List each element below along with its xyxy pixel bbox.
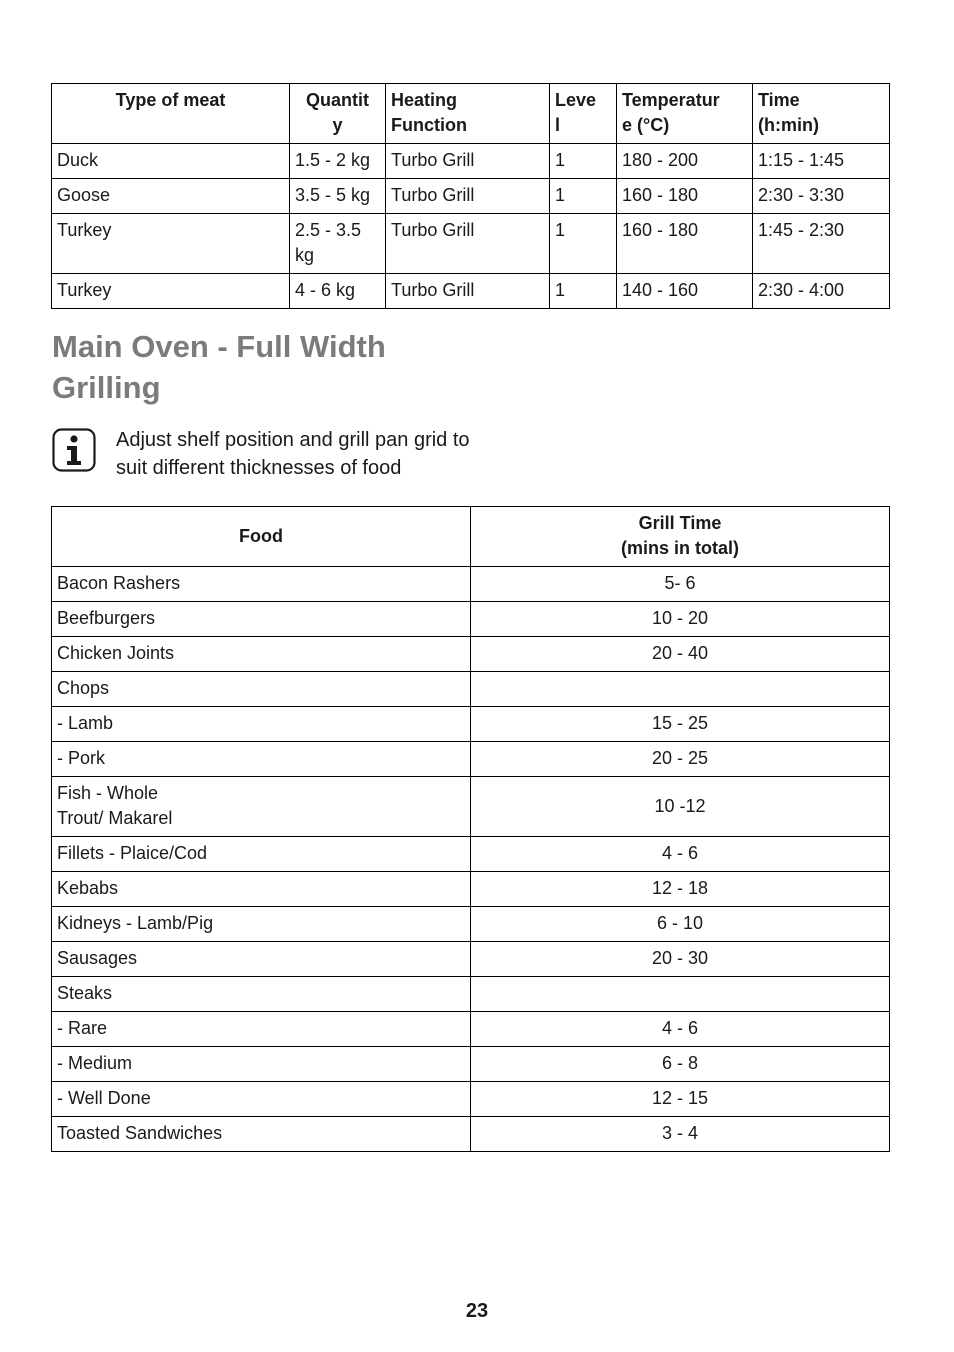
food-cell: Chicken Joints bbox=[52, 637, 471, 672]
level-cell: 1 bbox=[550, 214, 617, 274]
header-heating-function: Heating Function bbox=[386, 84, 550, 144]
table-row bbox=[52, 179, 890, 214]
temperature-cell: 140 - 160 bbox=[617, 274, 753, 309]
table-row bbox=[52, 214, 890, 274]
food-cell: Beefburgers bbox=[52, 602, 471, 637]
level-cell: 1 bbox=[550, 274, 617, 309]
table-row bbox=[52, 567, 890, 602]
table-row bbox=[52, 274, 890, 309]
grill-time-cell: 4 - 6 bbox=[471, 1012, 890, 1047]
info-text: Adjust shelf position and grill pan grid to suit different thicknesses of food bbox=[116, 429, 470, 479]
table-header-row bbox=[52, 507, 890, 567]
function-cell: Turbo Grill bbox=[386, 274, 550, 309]
function-cell: Turbo Grill bbox=[386, 144, 550, 179]
grill-time-cell: 12 - 15 bbox=[471, 1082, 890, 1117]
grill-time-cell: 6 - 10 bbox=[471, 907, 890, 942]
table-row bbox=[52, 1117, 890, 1152]
header-level: Leve l bbox=[550, 84, 617, 144]
header-temperature: Temperatur e (°C) bbox=[617, 84, 753, 144]
table-row bbox=[52, 872, 890, 907]
table-row bbox=[52, 1047, 890, 1082]
quantity-cell: 4 - 6 kg bbox=[290, 274, 386, 309]
food-cell: - Medium bbox=[52, 1047, 471, 1082]
table-row bbox=[52, 144, 890, 179]
food-cell: Sausages bbox=[52, 942, 471, 977]
food-cell: Bacon Rashers bbox=[52, 567, 471, 602]
meat-cooking-table bbox=[51, 83, 890, 309]
table-row bbox=[52, 977, 890, 1012]
quantity-cell: 1.5 - 2 kg bbox=[290, 144, 386, 179]
food-cell: Kebabs bbox=[52, 872, 471, 907]
food-cell: Fish - Whole Trout/ Makarel bbox=[52, 777, 471, 837]
grill-time-cell: 3 - 4 bbox=[471, 1117, 890, 1152]
meat-cell: Duck bbox=[52, 144, 290, 179]
meat-cell: Turkey bbox=[52, 214, 290, 274]
temperature-cell: 180 - 200 bbox=[617, 144, 753, 179]
table-row bbox=[52, 742, 890, 777]
table-row bbox=[52, 1012, 890, 1047]
function-cell: Turbo Grill bbox=[386, 179, 550, 214]
grill-time-cell: 5- 6 bbox=[471, 567, 890, 602]
grill-time-cell: 6 - 8 bbox=[471, 1047, 890, 1082]
table-row bbox=[52, 637, 890, 672]
time-cell: 2:30 - 3:30 bbox=[753, 179, 890, 214]
table-row bbox=[52, 707, 890, 742]
grill-time-cell bbox=[471, 672, 890, 707]
quantity-cell: 3.5 - 5 kg bbox=[290, 179, 386, 214]
header-quantity: Quantit y bbox=[290, 84, 386, 144]
page-number: 23 bbox=[465, 1300, 489, 1322]
food-cell: Fillets - Plaice/Cod bbox=[52, 837, 471, 872]
grill-time-cell: 15 - 25 bbox=[471, 707, 890, 742]
header-food: Food bbox=[52, 507, 471, 567]
function-cell: Turbo Grill bbox=[386, 214, 550, 274]
table-row bbox=[52, 907, 890, 942]
grill-time-cell: 10 -12 bbox=[471, 777, 890, 837]
section-title: Main Oven - Full Width Grilling bbox=[52, 329, 386, 405]
temperature-cell: 160 - 180 bbox=[617, 214, 753, 274]
meat-cell: Goose bbox=[52, 179, 290, 214]
table-row bbox=[52, 672, 890, 707]
info-icon bbox=[52, 428, 96, 472]
grill-time-cell: 20 - 40 bbox=[471, 637, 890, 672]
table-row bbox=[52, 1082, 890, 1117]
table-row bbox=[52, 602, 890, 637]
grill-times-table bbox=[51, 506, 890, 1152]
table-row bbox=[52, 777, 890, 837]
header-type-of-meat: Type of meat bbox=[52, 84, 290, 144]
temperature-cell: 160 - 180 bbox=[617, 179, 753, 214]
meat-cell: Turkey bbox=[52, 274, 290, 309]
quantity-cell: 2.5 - 3.5 kg bbox=[290, 214, 386, 274]
level-cell: 1 bbox=[550, 179, 617, 214]
food-cell: Chops bbox=[52, 672, 471, 707]
time-cell: 1:45 - 2:30 bbox=[753, 214, 890, 274]
time-cell: 1:15 - 1:45 bbox=[753, 144, 890, 179]
food-cell: Kidneys - Lamb/Pig bbox=[52, 907, 471, 942]
food-cell: Toasted Sandwiches bbox=[52, 1117, 471, 1152]
food-cell: Steaks bbox=[52, 977, 471, 1012]
header-time: Time (h:min) bbox=[753, 84, 890, 144]
grill-time-cell: 10 - 20 bbox=[471, 602, 890, 637]
table-row bbox=[52, 942, 890, 977]
table-row bbox=[52, 837, 890, 872]
grill-time-cell: 4 - 6 bbox=[471, 837, 890, 872]
time-cell: 2:30 - 4:00 bbox=[753, 274, 890, 309]
food-cell: - Lamb bbox=[52, 707, 471, 742]
grill-time-cell: 20 - 30 bbox=[471, 942, 890, 977]
food-cell: - Rare bbox=[52, 1012, 471, 1047]
grill-time-cell: 12 - 18 bbox=[471, 872, 890, 907]
grill-time-cell: 20 - 25 bbox=[471, 742, 890, 777]
grill-time-cell bbox=[471, 977, 890, 1012]
food-cell: - Pork bbox=[52, 742, 471, 777]
food-cell: - Well Done bbox=[52, 1082, 471, 1117]
table-header-row bbox=[52, 84, 890, 144]
level-cell: 1 bbox=[550, 144, 617, 179]
header-grill-time: Grill Time (mins in total) bbox=[471, 507, 890, 567]
